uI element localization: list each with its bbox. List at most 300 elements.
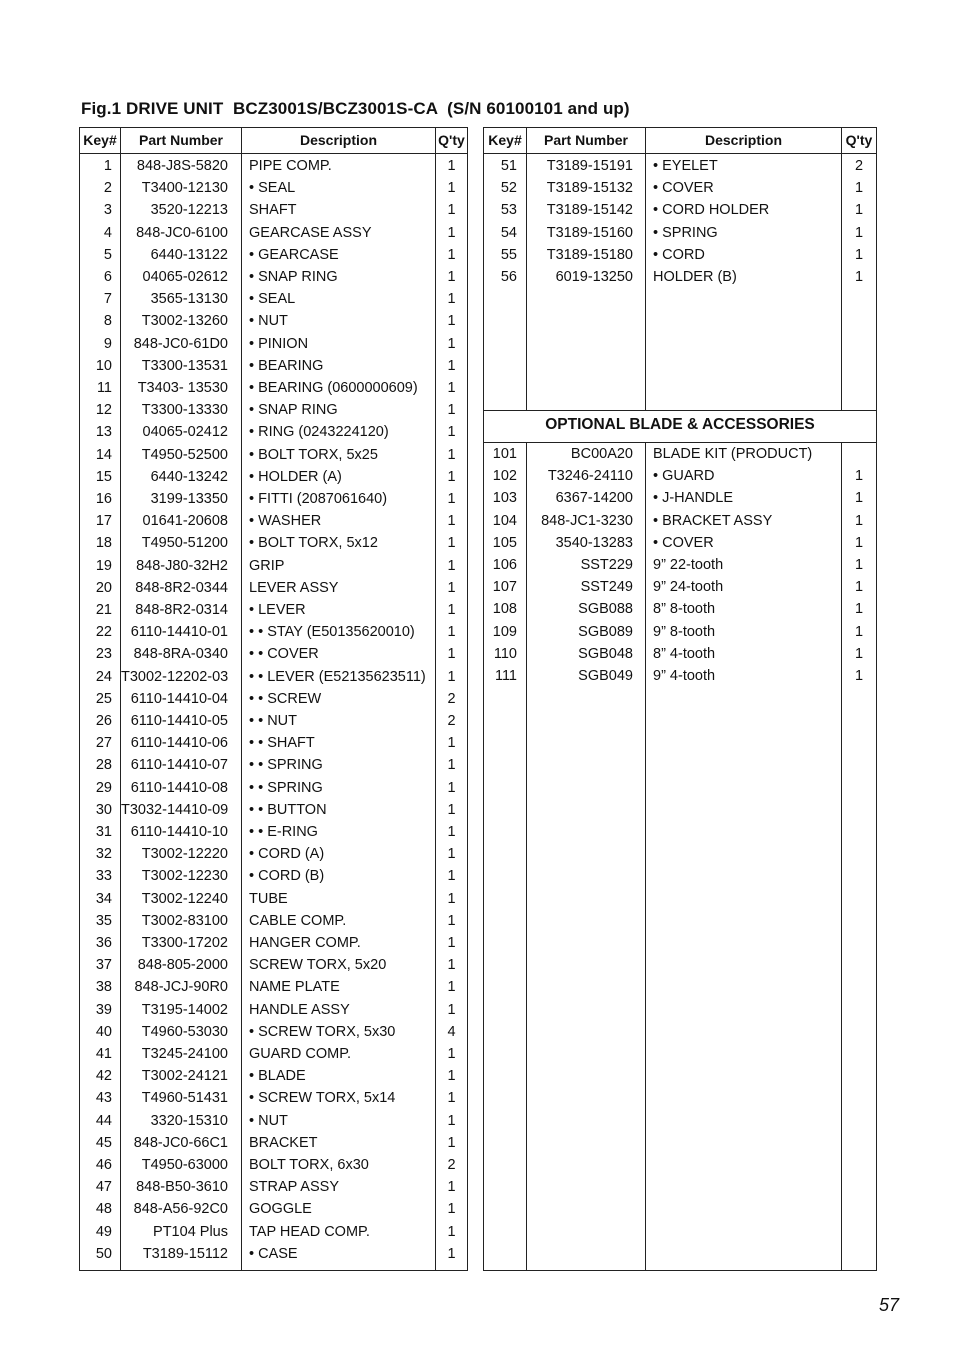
- part-number-cell: 3320-15310: [150, 1112, 228, 1129]
- qty-cell: 1: [447, 868, 456, 885]
- key-cell: 24: [95, 668, 112, 685]
- key-cell: 9: [103, 335, 112, 352]
- description-cell: • GEARCASE: [249, 246, 339, 263]
- table-row: [80, 843, 467, 865]
- table-row: [484, 465, 876, 487]
- qty-cell: 1: [447, 557, 456, 574]
- column-divider: [526, 128, 527, 1270]
- key-cell: 111: [494, 668, 517, 684]
- description-cell: • BOLT TORX, 5x25: [249, 446, 378, 463]
- table-row: [484, 665, 876, 687]
- key-cell: 6: [103, 269, 112, 285]
- description-cell: • SCREW TORX, 5x14: [249, 1090, 396, 1107]
- description-cell: BLADE KIT (PRODUCT): [653, 446, 813, 462]
- key-cell: 42: [95, 1068, 112, 1085]
- key-cell: 5: [103, 246, 112, 263]
- part-number-cell: T3002-13260: [141, 313, 228, 330]
- key-cell: 102: [492, 468, 517, 485]
- description-cell: • COVER: [653, 180, 714, 197]
- key-cell: 50: [95, 1245, 112, 1262]
- description-cell: 9” 22-tooth: [653, 557, 724, 573]
- description-cell: GEARCASE ASSY: [249, 224, 372, 241]
- description-cell: GRIP: [249, 557, 285, 574]
- qty-cell: 1: [447, 602, 456, 618]
- description-cell: • • LEVER (E52135623511): [249, 668, 426, 685]
- column-divider: [841, 128, 842, 1270]
- header-key: Key#: [488, 132, 522, 148]
- qty-cell: 2: [447, 713, 456, 729]
- part-number-cell: 3199-13350: [150, 491, 228, 507]
- description-cell: 8” 8-tooth: [653, 601, 716, 618]
- qty-cell: 1: [854, 579, 864, 596]
- qty-cell: 1: [447, 890, 456, 907]
- table-row: [80, 1065, 467, 1087]
- table-row: [80, 377, 467, 399]
- parts-table-right: [483, 127, 877, 1271]
- key-cell: 49: [95, 1223, 112, 1240]
- key-cell: 12: [95, 402, 112, 419]
- part-number-cell: T3002-83100: [141, 912, 228, 929]
- qty-cell: 1: [447, 668, 456, 685]
- description-cell: • BOLT TORX, 5x12: [249, 535, 378, 552]
- qty-cell: 1: [447, 180, 456, 197]
- qty-cell: 1: [854, 534, 864, 551]
- qty-cell: 1: [447, 757, 456, 774]
- qty-cell: 1: [854, 246, 864, 263]
- table-row: [80, 976, 467, 998]
- qty-cell: 1: [447, 291, 456, 308]
- qty-cell: 1: [447, 380, 456, 396]
- optional-section-title: OPTIONAL BLADE & ACCESSORIES: [545, 416, 815, 433]
- parts-table-left: [79, 127, 468, 1271]
- qty-cell: 1: [854, 180, 864, 197]
- part-number-cell: 848-8R2-0344: [135, 579, 228, 596]
- description-cell: • J-HANDLE: [653, 490, 734, 507]
- table-row: [484, 621, 876, 643]
- qty-cell: 1: [854, 202, 864, 219]
- table-row: [80, 222, 467, 244]
- part-number-cell: 848-JCJ-90R0: [134, 979, 228, 996]
- part-number-cell: 3565-13130: [150, 291, 228, 308]
- description-cell: • EYELET: [653, 158, 718, 174]
- table-row: [484, 266, 876, 288]
- part-number-cell: T3189-15132: [546, 180, 633, 197]
- key-cell: 38: [95, 979, 112, 996]
- description-cell: • • NUT: [249, 713, 298, 729]
- key-cell: 104: [492, 512, 517, 529]
- description-cell: • CORD: [653, 246, 705, 263]
- part-number-cell: SGB089: [578, 623, 633, 640]
- qty-cell: [842, 443, 876, 465]
- key-cell: 17: [95, 513, 112, 530]
- part-number-cell: T3189-15142: [546, 202, 633, 219]
- description-cell: • SNAP RING: [249, 269, 338, 285]
- key-cell: 22: [95, 624, 112, 641]
- key-cell: 30: [95, 801, 112, 818]
- key-cell: 51: [500, 158, 517, 174]
- table-row: [80, 532, 467, 554]
- description-cell: • BEARING (0600000609): [249, 380, 418, 396]
- key-cell: 105: [492, 534, 517, 551]
- qty-cell: 2: [854, 158, 864, 174]
- qty-cell: 1: [447, 1179, 456, 1196]
- table-row: [484, 576, 876, 598]
- description-cell: • SPRING: [653, 224, 718, 241]
- table-row: [484, 510, 876, 532]
- key-cell: 11: [96, 380, 112, 396]
- table-row: [80, 155, 467, 177]
- part-number-cell: T3245-24100: [141, 1046, 228, 1062]
- part-number-cell: 848-J80-32H2: [136, 557, 228, 574]
- description-cell: 8” 4-tooth: [653, 645, 716, 662]
- part-number-cell: SST229: [580, 557, 633, 573]
- table-row: [484, 199, 876, 221]
- part-number-cell: SGB049: [578, 668, 633, 684]
- key-cell: 31: [95, 824, 112, 840]
- key-cell: 7: [103, 291, 112, 308]
- key-cell: 37: [95, 957, 112, 974]
- description-cell: • BRACKET ASSY: [653, 512, 773, 529]
- key-cell: 19: [95, 557, 112, 574]
- description-cell: • NUT: [249, 1112, 288, 1129]
- table-row: [80, 555, 467, 577]
- description-cell: • • SCREW: [249, 690, 322, 707]
- description-cell: 9” 24-tooth: [653, 579, 724, 596]
- qty-cell: 1: [447, 801, 456, 818]
- key-cell: 35: [95, 912, 112, 929]
- key-cell: 101: [492, 446, 517, 462]
- key-cell: 14: [95, 446, 112, 463]
- qty-cell: 1: [854, 645, 864, 662]
- part-number-cell: SGB088: [578, 601, 633, 618]
- part-number-cell: T3002-12240: [141, 890, 228, 907]
- description-cell: HOLDER (B): [653, 269, 737, 285]
- qty-cell: 1: [447, 424, 456, 441]
- table-row: [484, 244, 876, 266]
- description-cell: GOGGLE: [249, 1201, 312, 1218]
- header-qty: Q'ty: [438, 132, 465, 148]
- qty-cell: 1: [447, 535, 456, 552]
- table-row: [80, 421, 467, 443]
- description-cell: • • E-RING: [249, 824, 318, 840]
- part-number-cell: 04065-02412: [142, 424, 228, 441]
- part-number-cell: 6110-14410-08: [130, 779, 228, 796]
- part-number-cell: 6110-14410-01: [130, 624, 228, 641]
- table-row: [80, 177, 467, 199]
- qty-cell: 1: [447, 402, 456, 419]
- part-number-cell: T3002-24121: [141, 1068, 228, 1085]
- part-number-cell: T4950-52500: [141, 446, 228, 463]
- table-row: [80, 310, 467, 332]
- qty-cell: 1: [447, 979, 456, 996]
- table-row: [80, 1043, 467, 1065]
- table-row: [80, 777, 467, 799]
- header-key: Key#: [83, 132, 117, 148]
- description-cell: BOLT TORX, 6x30: [249, 1157, 369, 1173]
- description-cell: • • STAY (E50135620010): [249, 624, 415, 641]
- part-number-cell: 848-A56-92C0: [133, 1201, 228, 1218]
- part-number-cell: 848-J8S-5820: [136, 158, 228, 174]
- description-cell: • SEAL: [249, 180, 296, 197]
- part-number-cell: 6110-14410-04: [130, 690, 228, 707]
- part-number-cell: 848-B50-3610: [136, 1179, 228, 1196]
- description-cell: • GUARD: [653, 468, 715, 485]
- description-cell: • BEARING: [249, 357, 324, 374]
- part-number-cell: T3189-15191: [546, 158, 633, 174]
- part-number-cell: 6110-14410-06: [130, 735, 228, 752]
- table-row: [80, 288, 467, 310]
- column-divider: [645, 128, 646, 1270]
- key-cell: 55: [500, 246, 517, 263]
- key-cell: 103: [492, 490, 517, 507]
- qty-cell: 1: [447, 779, 456, 796]
- table-row: [80, 577, 467, 599]
- description-cell: BRACKET: [249, 1134, 318, 1151]
- part-number-cell: T3189-15180: [546, 246, 633, 263]
- description-cell: SHAFT: [249, 202, 297, 219]
- part-number-cell: BC00A20: [570, 446, 633, 462]
- part-number-cell: T4950-63000: [141, 1157, 228, 1173]
- table-row: [80, 621, 467, 643]
- description-cell: • • BUTTON: [249, 801, 327, 818]
- qty-cell: 1: [447, 313, 456, 330]
- key-cell: 47: [95, 1179, 112, 1196]
- part-number-cell: T3002-12220: [141, 846, 228, 863]
- qty-cell: 1: [447, 624, 456, 641]
- table-row: [484, 177, 876, 199]
- key-cell: 20: [95, 579, 112, 596]
- description-cell: • FITTI (2087061640): [249, 491, 388, 507]
- description-cell: • SCREW TORX, 5x30: [249, 1023, 396, 1040]
- table-row: [484, 155, 876, 177]
- qty-cell: 1: [447, 491, 456, 507]
- part-number-cell: PT104 Plus: [153, 1223, 228, 1240]
- key-cell: 53: [500, 202, 517, 219]
- key-cell: 46: [95, 1157, 112, 1173]
- table-row: [80, 333, 467, 355]
- part-number-cell: 848-8RA-0340: [133, 646, 228, 663]
- part-number-cell: 848-805-2000: [137, 957, 228, 974]
- part-number-cell: T3300-17202: [141, 935, 228, 951]
- table-row: [80, 910, 467, 932]
- qty-cell: 1: [854, 490, 864, 507]
- table-row: [80, 199, 467, 221]
- table-row: [484, 487, 876, 509]
- table-row: [80, 688, 467, 710]
- header-description: Description: [704, 132, 782, 148]
- description-cell: STRAP ASSY: [249, 1179, 339, 1196]
- key-cell: 56: [500, 269, 517, 285]
- key-cell: 32: [95, 846, 112, 863]
- table-row: [80, 643, 467, 665]
- qty-cell: 1: [447, 912, 456, 929]
- table-row: [80, 932, 467, 954]
- description-cell: • COVER: [653, 534, 714, 551]
- qty-cell: 1: [854, 512, 864, 529]
- part-number-cell: 3520-12213: [150, 202, 228, 219]
- description-cell: • RING (0243224120): [249, 424, 389, 441]
- optional-section-band: [484, 410, 876, 443]
- key-cell: 36: [95, 935, 112, 951]
- key-cell: 40: [95, 1023, 112, 1040]
- table-row: [80, 510, 467, 532]
- key-cell: 43: [95, 1090, 112, 1107]
- table-row: [80, 799, 467, 821]
- table-row: [80, 1198, 467, 1220]
- table-row: [80, 488, 467, 510]
- page-title: Fig.1 DRIVE UNIT BCZ3001S/BCZ3001S-CA (S/N 60100101 and up): [81, 99, 630, 118]
- qty-cell: 1: [447, 1068, 456, 1085]
- part-number-cell: 848-JC0-6100: [136, 224, 228, 241]
- qty-cell: 1: [447, 824, 456, 840]
- table-row: [80, 1176, 467, 1198]
- description-cell: CABLE COMP.: [249, 912, 347, 929]
- description-cell: • CORD (A): [249, 846, 325, 863]
- key-cell: 2: [103, 180, 112, 197]
- description-cell: TUBE: [249, 890, 288, 907]
- qty-cell: 1: [447, 1112, 456, 1129]
- part-number-cell: 01641-20608: [142, 513, 228, 530]
- qty-cell: 1: [447, 1090, 456, 1107]
- qty-cell: 2: [447, 690, 456, 707]
- qty-cell: 1: [447, 1245, 456, 1262]
- description-cell: HANGER COMP.: [249, 935, 361, 951]
- table-row: [80, 466, 467, 488]
- table-row: [80, 666, 467, 688]
- table-row: [484, 443, 876, 465]
- key-cell: 109: [492, 623, 517, 640]
- part-number-cell: 848-JC0-66C1: [133, 1134, 228, 1151]
- qty-cell: 1: [447, 1201, 456, 1218]
- table-row: [80, 599, 467, 621]
- part-number-cell: T3189-15160: [546, 224, 633, 241]
- key-cell: 16: [95, 491, 112, 507]
- key-cell: 21: [95, 602, 112, 618]
- qty-cell: 1: [854, 668, 864, 684]
- key-cell: 27: [95, 735, 112, 752]
- key-cell: 25: [95, 690, 112, 707]
- part-number-cell: 848-JC0-61D0: [133, 335, 228, 352]
- table-row: [484, 532, 876, 554]
- qty-cell: 1: [447, 269, 456, 285]
- part-number-cell: 848-8R2-0314: [135, 602, 228, 618]
- description-cell: • • SHAFT: [249, 735, 315, 752]
- description-cell: • SEAL: [249, 291, 296, 308]
- qty-cell: 1: [854, 224, 864, 241]
- header-divider: [484, 153, 876, 154]
- qty-cell: 1: [447, 935, 456, 951]
- description-cell: • • SPRING: [249, 757, 323, 774]
- key-cell: 110: [493, 645, 517, 662]
- header-qty: Q'ty: [845, 132, 873, 148]
- key-cell: 1: [103, 158, 112, 174]
- qty-cell: 1: [854, 557, 864, 573]
- part-number-cell: 6367-14200: [555, 490, 633, 507]
- description-cell: PIPE COMP.: [249, 158, 332, 174]
- description-cell: • CASE: [249, 1245, 298, 1262]
- part-number-cell: T3002-12202-03: [121, 668, 229, 685]
- description-cell: GUARD COMP.: [249, 1046, 352, 1062]
- qty-cell: 1: [854, 623, 864, 640]
- key-cell: 23: [95, 646, 112, 663]
- table-row: [80, 732, 467, 754]
- description-cell: • WASHER: [249, 513, 322, 530]
- table-row: [80, 355, 467, 377]
- key-cell: 8: [103, 313, 112, 330]
- part-number-cell: T3246-24110: [547, 468, 633, 485]
- key-cell: 107: [492, 579, 517, 596]
- table-row: [80, 266, 467, 288]
- key-cell: 108: [492, 601, 517, 618]
- description-cell: • SNAP RING: [249, 402, 338, 419]
- part-number-cell: T3189-15112: [142, 1245, 228, 1262]
- qty-cell: 1: [447, 1046, 456, 1062]
- part-number-cell: SGB048: [578, 645, 633, 662]
- page-number: 57: [879, 1295, 900, 1315]
- table-row: [80, 1110, 467, 1132]
- description-cell: 9” 8-tooth: [653, 623, 716, 640]
- qty-cell: 1: [447, 158, 456, 174]
- key-cell: 26: [95, 713, 112, 729]
- description-cell: 9” 4-tooth: [653, 668, 716, 684]
- qty-cell: 1: [447, 1134, 456, 1151]
- description-cell: • CORD HOLDER: [653, 202, 770, 219]
- part-number-cell: 6019-13250: [555, 269, 633, 285]
- qty-cell: 1: [854, 269, 864, 285]
- table-row: [80, 399, 467, 421]
- part-number-cell: T3195-14002: [141, 1001, 228, 1018]
- table-row: [80, 954, 467, 976]
- part-number-cell: 6110-14410-07: [130, 757, 228, 774]
- key-cell: 48: [95, 1201, 112, 1218]
- part-number-cell: T3300-13531: [141, 357, 228, 374]
- description-cell: HANDLE ASSY: [249, 1001, 350, 1018]
- qty-cell: 1: [854, 601, 864, 618]
- key-cell: 45: [95, 1134, 112, 1151]
- table-row: [80, 444, 467, 466]
- table-row: [80, 1132, 467, 1154]
- description-cell: • LEVER: [249, 602, 306, 618]
- key-cell: 54: [500, 224, 517, 241]
- header-divider: [80, 153, 467, 154]
- key-cell: 4: [103, 224, 112, 241]
- qty-cell: 1: [447, 513, 456, 530]
- header-description: Description: [299, 132, 377, 148]
- table-row: [80, 888, 467, 910]
- header-part-number: Part Number: [543, 132, 629, 148]
- part-number-cell: T3300-13330: [141, 402, 228, 419]
- part-number-cell: T3403- 13530: [137, 380, 228, 396]
- part-number-cell: 848-JC1-3230: [541, 512, 633, 529]
- table-row: [484, 554, 876, 576]
- qty-cell: 1: [447, 1223, 456, 1240]
- key-cell: 13: [95, 424, 112, 441]
- qty-cell: 1: [447, 335, 456, 352]
- part-number-cell: T3032-14410-09: [121, 801, 229, 818]
- qty-cell: 1: [447, 957, 456, 974]
- key-cell: 33: [95, 868, 112, 885]
- key-cell: 52: [500, 180, 517, 197]
- qty-cell: 1: [447, 646, 456, 663]
- part-number-cell: SST249: [580, 579, 633, 596]
- key-cell: 10: [95, 357, 112, 374]
- part-number-cell: T4960-53030: [141, 1023, 228, 1040]
- description-cell: TAP HEAD COMP.: [249, 1223, 370, 1240]
- part-number-cell: 04065-02612: [142, 269, 228, 285]
- key-cell: 3: [103, 202, 112, 219]
- table-row: [80, 754, 467, 776]
- table-row: [484, 222, 876, 244]
